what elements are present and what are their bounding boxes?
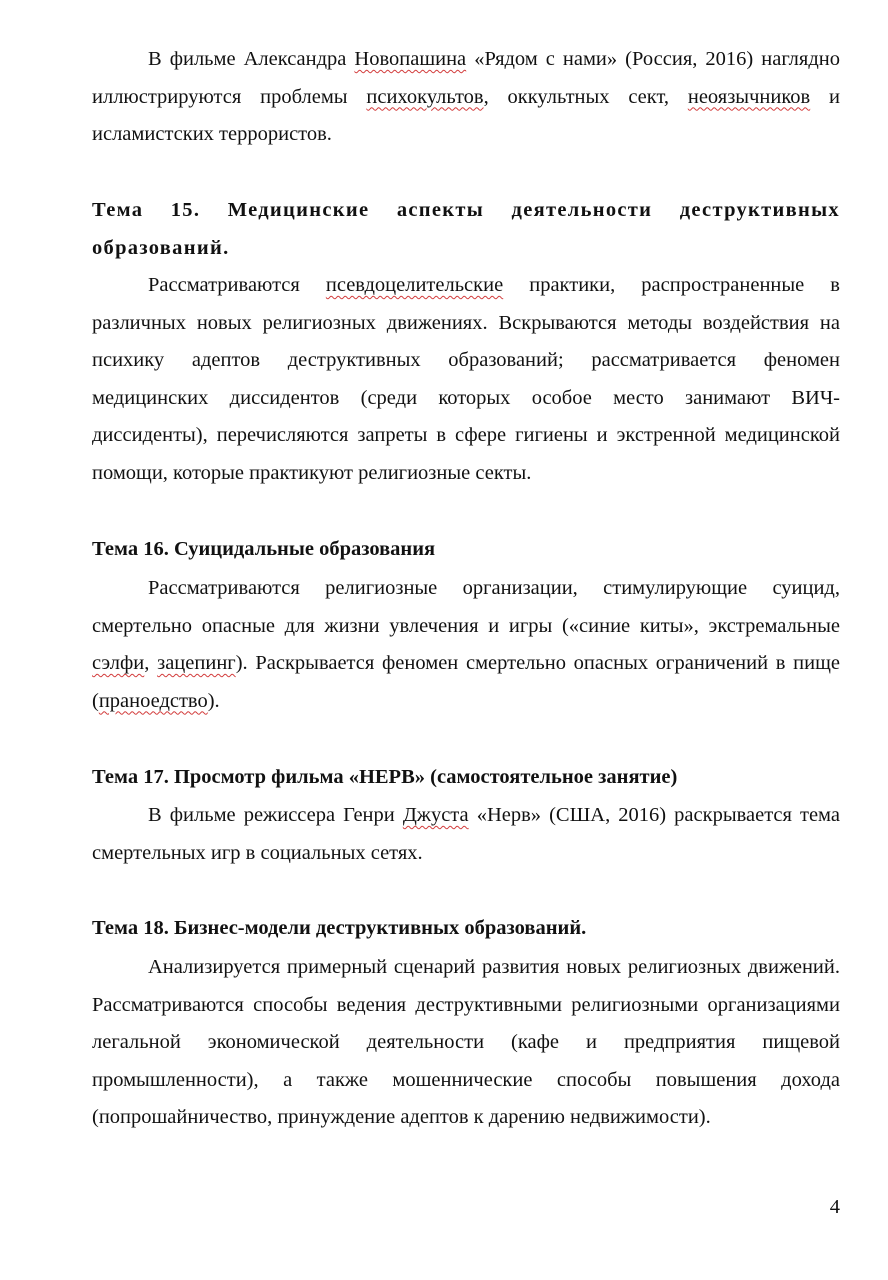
paragraph-film-nearby: В фильме Александра Новопашина «Рядом с нами» (Россия, 2016) наглядно иллюстрируются проблемы психокультов, оккультных сект, неоязычников и исламистских террористов. xyxy=(92,48,840,145)
topic-18-paragraph: Анализируется примерный сценарий развития новых религиозных движений. Рассматриваются способы ведения деструктивными религиозными организациями легальной экономической деятельности (кафе и предприятия пищевой промышленности), а также мошеннические способы повышения дохода (попрошайничество, принуждение адептов к дарению недвижимости). xyxy=(92,956,840,1128)
misspelled-word: психокультов xyxy=(366,85,484,108)
topic-18-heading: Тема 18. Бизнес-модели деструктивных образований. xyxy=(92,917,587,939)
misspelled-word: сэлфи xyxy=(92,652,145,674)
page-number: 4 xyxy=(829,1196,840,1218)
misspelled-word: псевдоцелительские xyxy=(325,274,504,296)
topic-15-paragraph: Рассматриваются псевдоцелительские практики, распространенные в различных новых религиозных движениях. Вскрываются методы воздействия на психику адептов деструктивных образований; рассматривается феномен медицинских диссидентов (среди которых особое место занимают ВИЧ-диссиденты), перечисляются запреты в сфере гигиены и экстренной медицинской помощи, которые практикуют религиозные секты. xyxy=(92,274,840,484)
misspelled-word: неоязычников xyxy=(687,85,811,108)
misspelled-word: Джуста xyxy=(402,804,469,826)
topic-16-heading: Тема 16. Суицидальные образования xyxy=(92,538,436,560)
topic-15-heading: Тема 15. Медицинские аспекты деятельности деструктивных образований. xyxy=(92,199,840,259)
topic-17-paragraph: В фильме режиссера Генри Джуста «Нерв» (США, 2016) раскрывается тема смертельных игр в социальных сетях. xyxy=(92,804,840,864)
topic-16-paragraph: Рассматриваются религиозные организации, стимулирующие суицид, смертельно опасные для жизни увлечения и игры («синие киты», экстремальные сэлфи, зацепинг). Раскрывается феномен смертельно опасных ограничений в пище (праноедство). xyxy=(92,577,841,712)
misspelled-word: праноедство xyxy=(98,689,208,712)
misspelled-word: зацепинг xyxy=(157,652,236,674)
misspelled-word: Новопашина xyxy=(354,48,467,70)
topic-17-heading: Тема 17. Просмотр фильма «НЕРВ» (самостоятельное занятие) xyxy=(92,766,678,788)
